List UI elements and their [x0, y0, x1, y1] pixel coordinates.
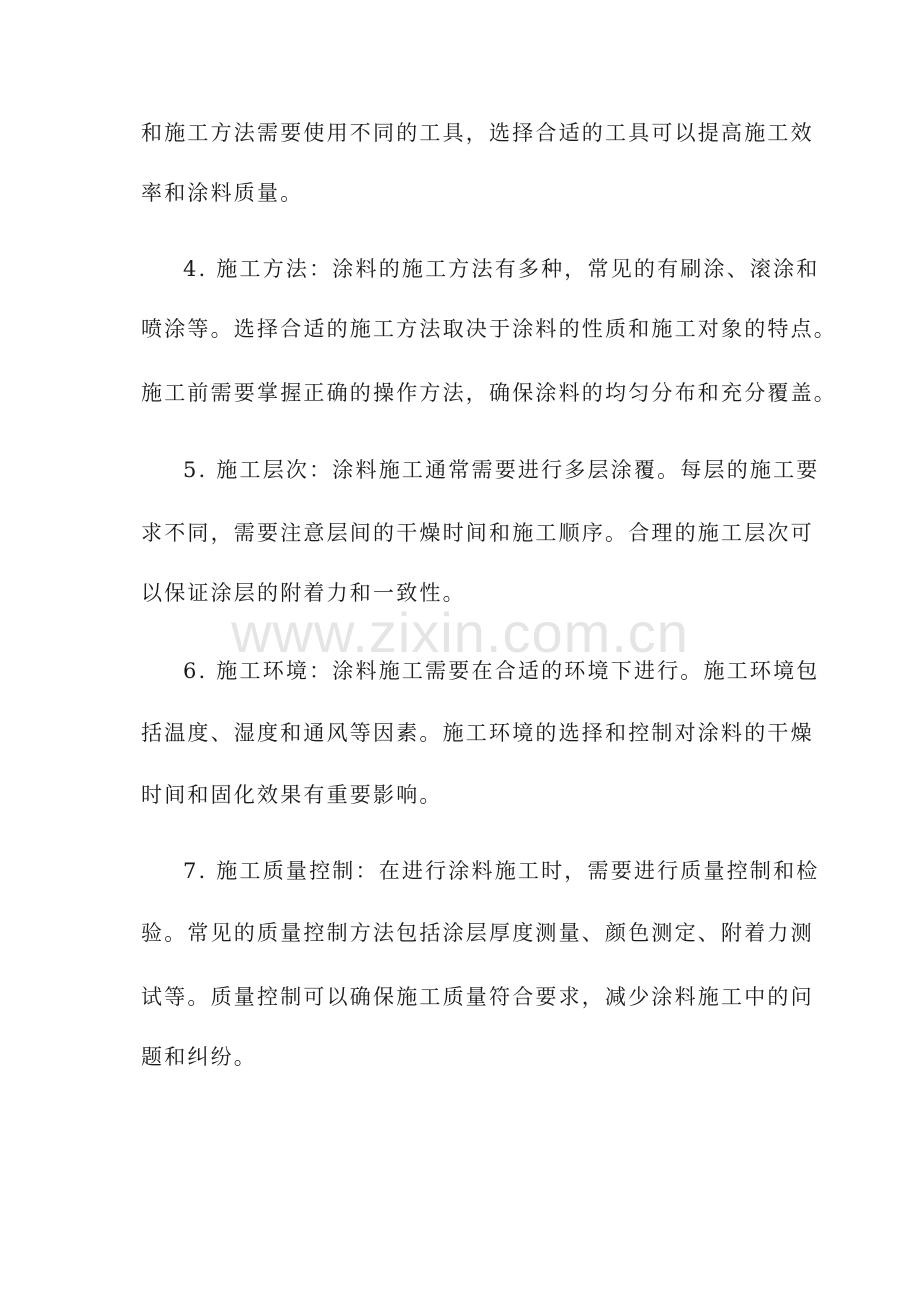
paragraph-line-1: 和施工方法需要使用不同的工具，选择合适的工具可以提高施工效 — [141, 121, 814, 145]
paragraph-line-7: 求不同，需要注意层间的干燥时间和施工顺序。合理的施工层次可 — [141, 521, 814, 545]
paragraph-line-8: 以保证涂层的附着力和一致性。 — [141, 581, 466, 605]
paragraph-line-6: 5. 施工层次：涂料施工通常需要进行多层涂覆。每层的施工要 — [183, 458, 820, 482]
paragraph-line-4: 喷涂等。选择合适的施工方法取决于涂料的性质和施工对象的特点。 — [141, 317, 837, 341]
paragraph-line-14: 试等。质量控制可以确保施工质量符合要求，减少涂料施工中的问 — [141, 985, 814, 1009]
paragraph-line-2: 率和涂料质量。 — [141, 181, 304, 205]
paragraph-line-15: 题和纠纷。 — [141, 1045, 257, 1069]
paragraph-line-11: 时间和固化效果有重要影响。 — [141, 783, 443, 807]
paragraph-line-12: 7. 施工质量控制：在进行涂料施工时，需要进行质量控制和检 — [183, 859, 820, 883]
watermark: www.zixin.com.cn — [231, 601, 689, 664]
paragraph-line-13: 验。常见的质量控制方法包括涂层厚度测量、颜色测定、附着力测 — [141, 921, 814, 945]
paragraph-line-10: 括温度、湿度和通风等因素。施工环境的选择和控制对涂料的干燥 — [141, 721, 814, 745]
paragraph-line-3: 4. 施工方法：涂料的施工方法有多种，常见的有刷涂、滚涂和 — [183, 257, 820, 281]
paragraph-line-9: 6. 施工环境：涂料施工需要在合适的环境下进行。施工环境包 — [183, 659, 820, 683]
paragraph-line-5: 施工前需要掌握正确的操作方法，确保涂料的均匀分布和充分覆盖。 — [141, 381, 837, 405]
